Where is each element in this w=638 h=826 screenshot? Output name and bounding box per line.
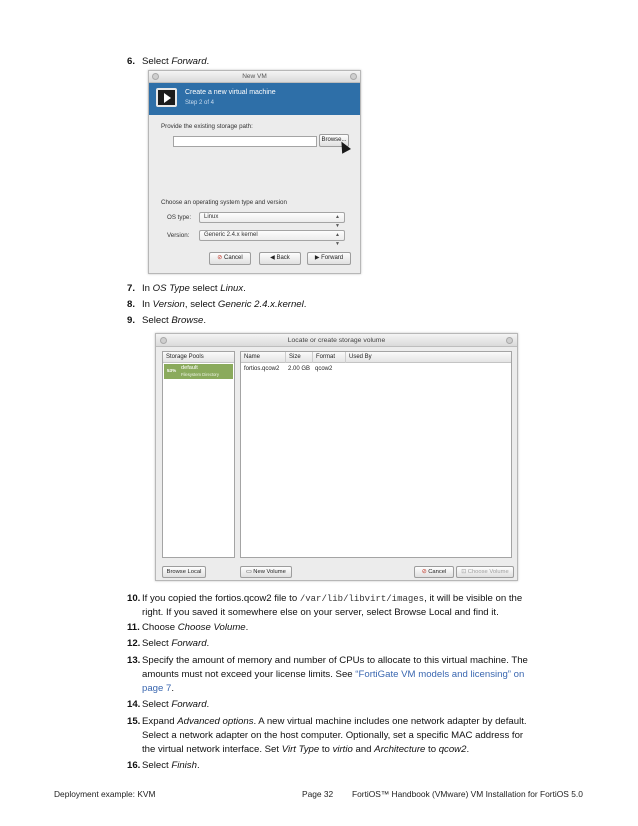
- step-text-line: If you copied the fortios.qcow2 file to /var/lib/libvirt/images, it will be visible on the: [142, 593, 523, 604]
- wizard-header: [149, 83, 360, 115]
- step-number: 7.: [127, 283, 136, 294]
- step-11: [127, 621, 427, 635]
- column-header: Name: [244, 354, 261, 360]
- step-15: [127, 715, 587, 757]
- volumes-header-row: [241, 352, 511, 363]
- forward-button: ▶ Forward: [307, 252, 351, 265]
- browse-button: Browse...: [319, 134, 349, 147]
- cancel-button: ⊘ Cancel: [414, 566, 454, 578]
- step-text-line: right. If you saved it somewhere else on your server, select Browse Local and find it.: [142, 607, 499, 618]
- back-arrow-icon: ◀: [270, 255, 275, 261]
- window-titlebar: [156, 334, 517, 347]
- page-link[interactable]: page 7: [142, 683, 172, 694]
- spin-arrows-icon: ▲ ▼: [335, 232, 340, 247]
- step-number: 9.: [127, 315, 136, 326]
- step-text: Select Forward.: [142, 638, 210, 649]
- window-title: Locate or create storage volume: [287, 337, 386, 344]
- step-text: In Version, select Generic 2.4.x.kernel.: [142, 299, 307, 310]
- step-10: [127, 592, 587, 620]
- step-text: Choose Choose Volume.: [142, 622, 249, 633]
- cancel-button: ⊘ Cancel: [209, 252, 251, 265]
- step-text: Select Forward.: [142, 56, 210, 67]
- step-14: [127, 698, 427, 712]
- step-number: 10.: [127, 593, 141, 604]
- os-type-value: Linux: [204, 214, 219, 220]
- step-7: [127, 282, 427, 296]
- volume-size: 2.00 GB: [288, 366, 311, 372]
- version-label: Version:: [167, 232, 190, 239]
- storage-path-input: [173, 136, 317, 147]
- choose-volume-icon: ⊡: [461, 569, 467, 575]
- step-number: 15.: [127, 716, 141, 727]
- close-icon: [350, 73, 357, 80]
- license-link[interactable]: “FortiGate VM models and licensing” on: [355, 669, 525, 680]
- step-9: [127, 314, 427, 328]
- version-select: [199, 230, 345, 247]
- pool-item-default: [164, 364, 233, 379]
- step-8: [127, 298, 427, 312]
- version-value: Generic 2.4.x kernel: [204, 232, 258, 238]
- forward-arrow-icon: ▶: [314, 255, 320, 261]
- step-text: Select Forward.: [142, 699, 210, 710]
- spin-arrows-icon: ▲ ▼: [335, 214, 340, 229]
- os-section-label: Choose an operating system type and version: [161, 199, 287, 206]
- step-number: 6.: [127, 56, 136, 67]
- step-text-line: page 7.: [142, 683, 175, 694]
- step-number: 13.: [127, 655, 141, 666]
- window-menu-icon: [160, 337, 167, 344]
- pool-type: Filesystem Directory: [181, 372, 219, 377]
- column-header: Size: [285, 352, 312, 363]
- wizard-title: Create a new virtual machine: [185, 89, 276, 96]
- step-16: [127, 759, 427, 773]
- new-volume-icon: ▭: [246, 569, 252, 575]
- monitor-play-icon: [156, 88, 177, 107]
- table-row: [241, 364, 511, 374]
- choose-volume-button: ⊡ Choose Volume: [456, 566, 514, 578]
- volume-format: qcow2: [315, 366, 333, 372]
- window-menu-icon: [152, 73, 159, 80]
- window-title: New VM: [242, 73, 267, 80]
- storage-volume-screenshot: [155, 333, 518, 581]
- step-number: 12.: [127, 638, 141, 649]
- os-type-label: OS type:: [167, 214, 192, 221]
- storage-pools-list: [162, 351, 235, 558]
- close-icon: [506, 337, 513, 344]
- new-vm-screenshot: [148, 70, 361, 274]
- volume-name: fortios.qcow2: [244, 366, 280, 372]
- footer-book-title: FortiOS™ Handbook (VMware) VM Installation for FortiOS 5.0: [352, 789, 583, 799]
- new-volume-button: ▭ New Volume: [240, 566, 292, 578]
- step-text-line: Expand Advanced options. A new virtual machine includes one network adapter by default.: [142, 716, 527, 727]
- back-button: ◀ Back: [259, 252, 301, 265]
- browse-local-button: Browse Local: [162, 566, 206, 578]
- storage-path-label: Provide the existing storage path:: [161, 123, 253, 130]
- column-header: Used By: [345, 352, 405, 363]
- step-number: 16.: [127, 760, 141, 771]
- step-6: [127, 55, 427, 69]
- pool-name: default: [181, 365, 198, 371]
- step-number: 14.: [127, 699, 141, 710]
- window-titlebar: [149, 71, 360, 83]
- cancel-icon: ⊘: [421, 569, 427, 575]
- step-number: 8.: [127, 299, 136, 310]
- footer-section: Deployment example: KVM: [54, 789, 156, 799]
- step-13: [127, 654, 587, 696]
- step-12: [127, 637, 427, 651]
- step-text-line: Select a network adapter on the host computer. Optionally, set a specific MAC address for: [142, 730, 524, 741]
- step-number: 11.: [127, 622, 140, 633]
- pool-usage: 53%: [167, 368, 177, 373]
- wizard-step: Step 2 of 4: [185, 100, 215, 106]
- step-text-line: amounts must not exceed your license limits. See “FortiGate VM models and licensing” on: [142, 669, 525, 680]
- step-text: Select Browse.: [142, 315, 207, 326]
- step-text: Select Finish.: [142, 760, 200, 771]
- os-type-select: [199, 212, 345, 229]
- path-code: /var/lib/libvirt/images: [299, 594, 425, 604]
- column-header: Format: [312, 352, 345, 363]
- step-text: In OS Type select Linux.: [142, 283, 246, 294]
- step-text-line: the virtual network interface. Set Virt Type to virtio and Architecture to qcow2.: [142, 744, 470, 755]
- volumes-table: [240, 351, 512, 558]
- cancel-icon: ⊘: [217, 255, 223, 261]
- storage-pools-header: Storage Pools: [163, 352, 234, 363]
- footer-page-number: Page 32: [302, 789, 334, 799]
- step-text-line: Specify the amount of memory and number of CPUs to allocate to this virtual machine. The: [142, 655, 528, 666]
